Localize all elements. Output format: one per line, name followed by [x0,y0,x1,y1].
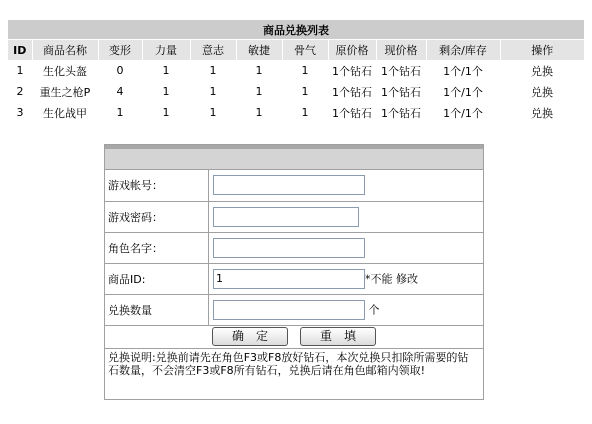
role-name-input[interactable] [213,238,365,258]
table-row [8,81,584,102]
header-orig-price: 原价格 [328,40,376,61]
password-label: 游戏密码： [105,201,209,232]
cell-cur-price: 1个钻石 [381,106,421,120]
cell-agility: 1 [255,64,263,77]
header-stock: 剩余/库存 [426,40,500,61]
table-title: 商品兑换列表 [8,20,584,40]
password-input[interactable] [213,207,359,227]
cell-spirit: 1 [301,85,309,98]
cell-action[interactable]: 兑换 [531,64,553,78]
cell-cur-price: 1个钻石 [381,64,421,78]
quantity-unit: 个 [368,303,380,316]
cell-name: 重生之枪P [39,85,91,99]
cell-name: 生化战甲 [43,106,87,120]
form-header-bar [105,145,483,170]
cell-transform: 4 [116,85,124,98]
table-row [8,102,584,123]
header-will: 意志 [190,40,236,61]
cell-transform: 0 [116,64,124,77]
cell-stock: 1个/1个 [443,85,483,99]
product-id-label: 商品ID: [105,263,209,294]
cell-orig-price: 1个钻石 [332,64,372,78]
quantity-label: 兑换数量 [105,294,209,325]
reset-button[interactable]: 重 填 [300,327,376,346]
header-spirit: 骨气 [282,40,328,61]
product-table [8,20,584,123]
header-transform: 变形 [98,40,142,61]
header-agility: 敏捷 [236,40,282,61]
confirm-button[interactable]: 确 定 [212,327,288,346]
account-input[interactable] [213,175,365,195]
header-name: 商品名称 [32,40,98,61]
quantity-input[interactable] [213,300,365,320]
cell-strength: 1 [162,85,170,98]
cell-spirit: 1 [301,64,309,77]
cell-agility: 1 [255,85,263,98]
cell-strength: 1 [162,106,170,119]
account-label: 游戏帐号： [105,170,209,201]
cell-id: 3 [16,106,24,119]
header-cur-price: 现价格 [376,40,426,61]
cell-action[interactable]: 兑换 [531,85,553,99]
cell-transform: 1 [116,106,124,119]
cell-stock: 1个/1个 [443,64,483,78]
cell-id: 2 [16,85,24,98]
product-id-input [213,269,365,289]
header-strength: 力量 [142,40,190,61]
cell-will: 1 [209,64,217,77]
role-name-label: 角色名字： [105,232,209,263]
header-action: 操作 [500,40,584,61]
exchange-note: 兑换说明:兑换前请先在角色F3或F8放好钻石，本次兑换只扣除所需要的钻 石数量，不会清空F3或F8所有钻石，兑换后请在角色邮箱内领取! [108,350,469,377]
header-id: ID [8,40,32,61]
cell-name: 生化头盔 [43,64,87,78]
product-id-note: *不能 修改 [365,272,418,285]
cell-stock: 1个/1个 [443,106,483,120]
table-row [8,60,584,81]
cell-orig-price: 1个钻石 [332,85,372,99]
cell-agility: 1 [255,106,263,119]
cell-will: 1 [209,85,217,98]
cell-will: 1 [209,106,217,119]
cell-orig-price: 1个钻石 [332,106,372,120]
cell-action[interactable]: 兑换 [531,106,553,120]
exchange-form [104,144,484,400]
cell-strength: 1 [162,64,170,77]
cell-spirit: 1 [301,106,309,119]
cell-cur-price: 1个钻石 [381,85,421,99]
cell-id: 1 [16,64,24,77]
